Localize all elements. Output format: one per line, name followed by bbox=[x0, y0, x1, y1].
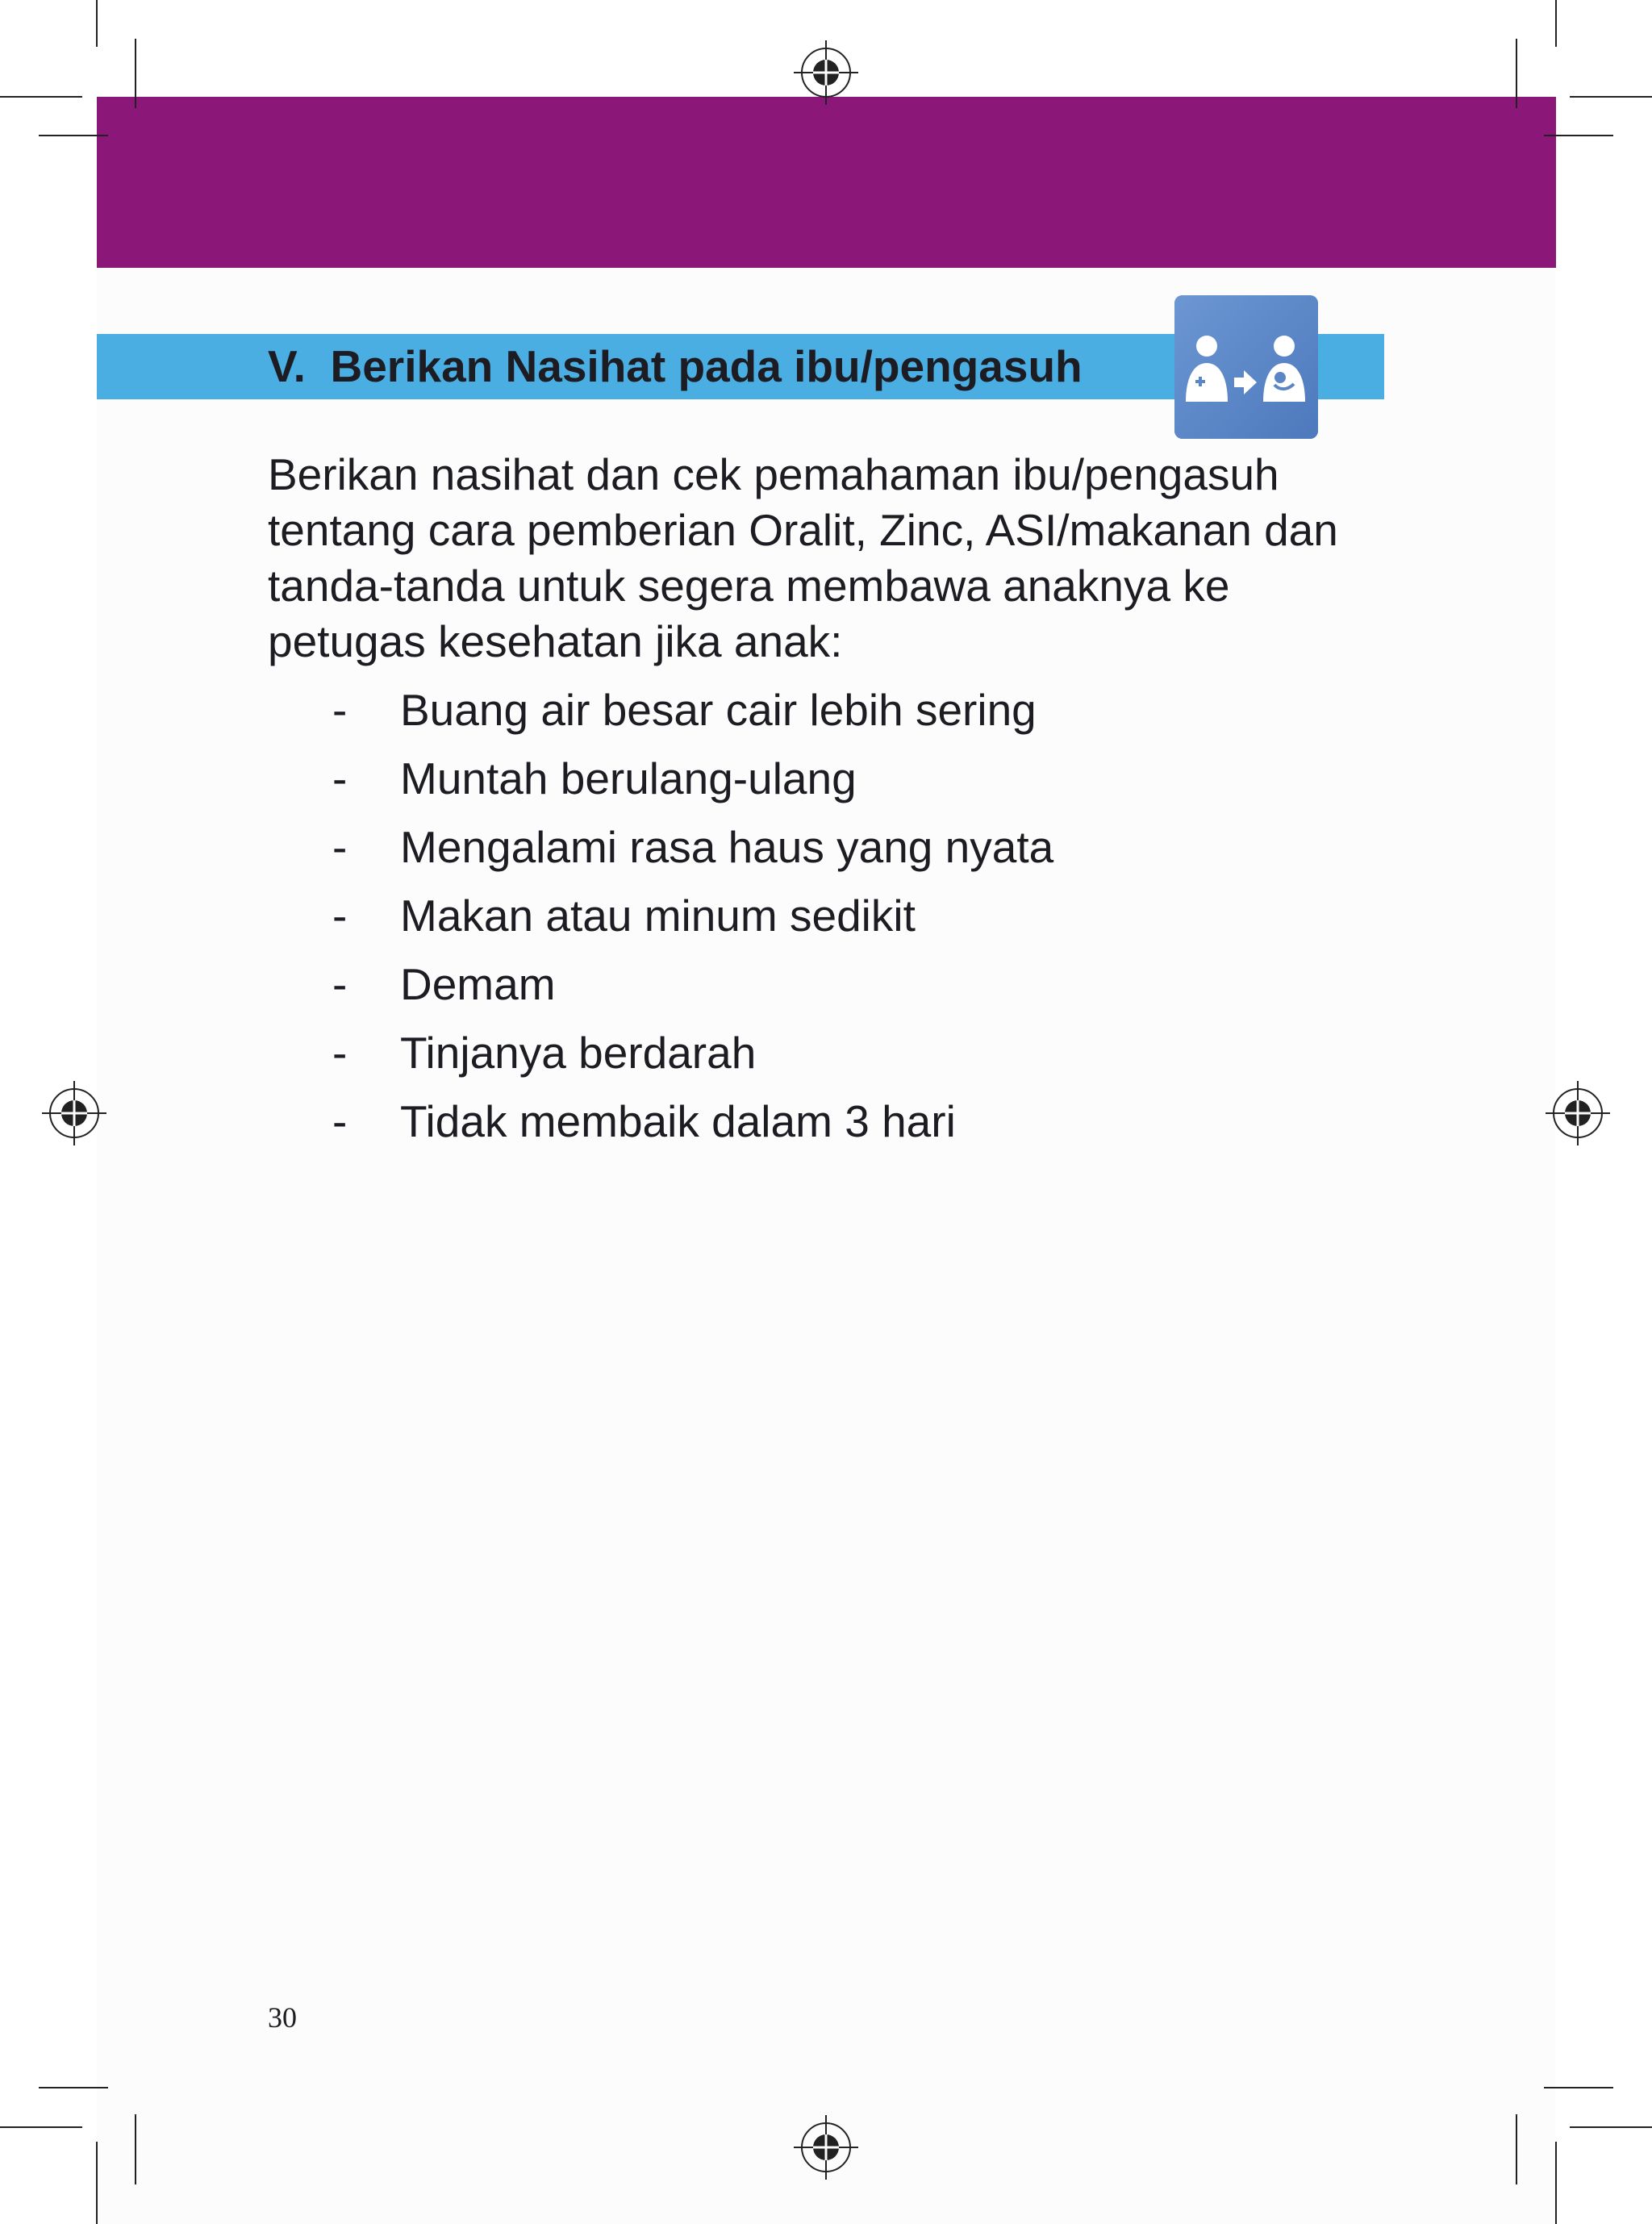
list-marker: - bbox=[332, 685, 348, 735]
section-title-text: Berikan Nasihat pada ibu/pengasuh bbox=[330, 341, 1083, 391]
list-item-text: Buang air besar cair lebih sering bbox=[400, 685, 1037, 735]
list-marker: - bbox=[332, 891, 348, 941]
list-item-text: Demam bbox=[400, 959, 556, 1009]
list-item-text: Muntah berulang-ulang bbox=[400, 753, 857, 803]
list-item-text: Makan atau minum sedikit bbox=[400, 891, 916, 941]
list-item-text: Tinjanya berdarah bbox=[400, 1028, 757, 1078]
list-marker: - bbox=[332, 959, 348, 1009]
list-marker: - bbox=[332, 753, 348, 803]
list-item-text: Mengalami rasa haus yang nyata bbox=[400, 822, 1054, 872]
list-marker: - bbox=[332, 1028, 348, 1078]
list-item-text: Tidak membaik dalam 3 hari bbox=[400, 1096, 956, 1146]
list-marker: - bbox=[332, 822, 348, 872]
section-number: V. bbox=[268, 341, 306, 391]
page-number: 30 bbox=[268, 2001, 297, 2034]
list-marker: - bbox=[332, 1096, 348, 1146]
intro-paragraph: Berikan nasihat dan cek pemahaman ibu/pengasuh tentang cara pemberian Oralit, Zinc, ASI/makanan dan tanda-tanda untuk segera membawa anaknya ke petugas kesehatan jika anak: bbox=[268, 449, 1338, 666]
